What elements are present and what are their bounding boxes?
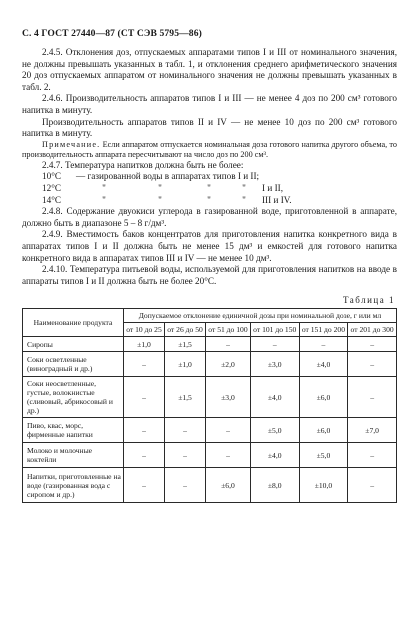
temperature-types: I и II, xyxy=(262,182,283,193)
header-range: от 51 до 100 xyxy=(206,323,251,337)
paragraph-2-4-6b: Производительность аппаратов типов II и IV — не менее 10 доз по 200 см³ готового напитка в минуту. xyxy=(22,116,397,139)
table-row xyxy=(23,443,397,468)
temperature-list xyxy=(22,171,397,206)
deviation-value-cell: ±7,0 xyxy=(348,418,397,443)
note xyxy=(22,140,397,160)
paragraph-2-4-6a: 2.4.6. Производительность аппаратов типов I и III — не менее 4 доз по 200 см³ готового напитка в минуту. xyxy=(22,93,397,115)
deviation-value-cell: – xyxy=(348,468,397,503)
table-row xyxy=(23,418,397,443)
temperature-value: 12°С xyxy=(42,182,61,193)
deviation-value-cell: ±1,0 xyxy=(165,352,206,377)
deviation-value-cell: – xyxy=(348,337,397,352)
deviation-value-cell: ±1,0 xyxy=(124,337,165,352)
header-range: от 26 до 50 xyxy=(165,323,206,337)
deviation-value-cell: ±1,5 xyxy=(165,377,206,418)
deviation-value-cell: ±2,0 xyxy=(206,352,251,377)
deviation-value-cell: – xyxy=(165,468,206,503)
deviation-value-cell: ±1,5 xyxy=(165,337,206,352)
paragraph-2-4-5: 2.4.5. Отклонения доз, отпускаемых аппаратами типов I и III от номинального значения, не должны превышать указанных в табл. 1, и отклонения среднего арифметического значения 20 доз отпускаемых аппаратом от номинального значения не должны превышать указанных в табл. 2. xyxy=(22,47,397,92)
deviation-value-cell: – xyxy=(299,337,348,352)
note-lead: Примечание. xyxy=(42,139,101,149)
deviation-value-cell: – xyxy=(124,418,165,443)
header-range: от 101 до 150 xyxy=(250,323,299,337)
ditto-mark: " xyxy=(102,182,106,193)
deviation-value-cell: ±10,0 xyxy=(299,468,348,503)
ditto-mark: " xyxy=(207,182,211,193)
table-row xyxy=(23,468,397,503)
temperature-text: — газированной воды в аппаратах типов I и II; xyxy=(76,171,260,182)
ditto-mark: " xyxy=(102,194,106,205)
deviation-value-cell: ±4,0 xyxy=(250,443,299,468)
page-header: С. 4 ГОСТ 27440—87 (СТ СЭВ 5795—86) xyxy=(22,28,202,39)
deviation-table xyxy=(22,308,397,503)
deviation-value-cell: – xyxy=(165,418,206,443)
deviation-value-cell: ±5,0 xyxy=(299,443,348,468)
deviation-value-cell: ±4,0 xyxy=(299,352,348,377)
table-title: Таблица 1 xyxy=(343,295,395,306)
deviation-value-cell: – xyxy=(165,443,206,468)
deviation-value-cell: ±6,0 xyxy=(299,377,348,418)
deviation-value-cell: – xyxy=(250,337,299,352)
table-row xyxy=(23,377,397,418)
paragraph-2-4-10: 2.4.10. Температура питьевой воды, используемой для приготовления напитков на вводе в аппараты типов I и II должна быть не более 20°С. xyxy=(22,264,397,286)
paragraph-2-4-8: 2.4.8. Содержание двуокиси углерода в газированной воде, приготовленной в аппарате, должно быть в диапазоне 5 – 8 г/дм³. xyxy=(22,206,397,228)
product-name-cell: Сиропы xyxy=(23,337,124,352)
temperature-row xyxy=(42,171,397,183)
deviation-value-cell: ±8,0 xyxy=(250,468,299,503)
temperature-row xyxy=(42,183,397,195)
deviation-value-cell: – xyxy=(124,443,165,468)
header-deviation-group: Допускаемое отклонение единичной дозы при номинальной дозе, г или мл xyxy=(124,309,397,323)
deviation-value-cell: – xyxy=(206,418,251,443)
deviation-value-cell: ±5,0 xyxy=(250,418,299,443)
header-range: от 151 до 200 xyxy=(299,323,348,337)
deviation-value-cell: ±6,0 xyxy=(206,468,251,503)
deviation-value-cell: – xyxy=(348,443,397,468)
ditto-mark: " xyxy=(242,194,246,205)
deviation-value-cell: – xyxy=(124,377,165,418)
ditto-mark: " xyxy=(207,194,211,205)
table-row xyxy=(23,352,397,377)
product-name-cell: Напитки, приготовленные на воде (газированная вода с сиропом и др.) xyxy=(23,468,124,503)
product-name-cell: Пиво, квас, морс, фирменные напитки xyxy=(23,418,124,443)
product-name-cell: Соки неосветленные, густые, волокнистые (сливовый, абрикосовый и др.) xyxy=(23,377,124,418)
paragraph-2-4-7: 2.4.7. Температура напитков должна быть не более: xyxy=(42,159,244,170)
header-range: от 10 до 25 xyxy=(124,323,165,337)
deviation-value-cell: – xyxy=(206,337,251,352)
temperature-value: 14°С xyxy=(42,194,61,205)
table-header-row xyxy=(23,309,397,323)
table-row xyxy=(23,337,397,352)
header-product-name: Наименование продукта xyxy=(23,309,124,337)
deviation-value-cell: ±4,0 xyxy=(250,377,299,418)
deviation-value-cell: ±3,0 xyxy=(206,377,251,418)
deviation-value-cell: – xyxy=(124,352,165,377)
temperature-value: 10°С xyxy=(42,171,61,182)
deviation-value-cell: – xyxy=(348,377,397,418)
deviation-value-cell: – xyxy=(348,352,397,377)
temperature-row xyxy=(42,195,397,207)
paragraph-2-4-9: 2.4.9. Вместимость баков концентратов для приготовления напитка конкретного вида в аппаратах типов I и II должна быть не менее 15 дм³ и емкостей для готового напитка конкретного вида в аппаратах типов III и IV — не менее 10 дм³. xyxy=(22,229,397,263)
ditto-mark: " xyxy=(158,194,162,205)
ditto-mark: " xyxy=(158,182,162,193)
temperature-types: III и IV. xyxy=(262,194,292,205)
product-name-cell: Молоко и молочные коктейли xyxy=(23,443,124,468)
deviation-value-cell: – xyxy=(124,468,165,503)
note-text: Если аппаратом отпускается номинальная доза готового напитка другого объема, то производительность аппарата пересчитывают на число доз по 200 см³. xyxy=(22,139,397,159)
header-range: от 201 до 300 xyxy=(348,323,397,337)
deviation-value-cell: – xyxy=(206,443,251,468)
deviation-value-cell: ±3,0 xyxy=(250,352,299,377)
ditto-mark: " xyxy=(242,182,246,193)
product-name-cell: Соки осветленные (виноградный и др.) xyxy=(23,352,124,377)
deviation-value-cell: ±6,0 xyxy=(299,418,348,443)
